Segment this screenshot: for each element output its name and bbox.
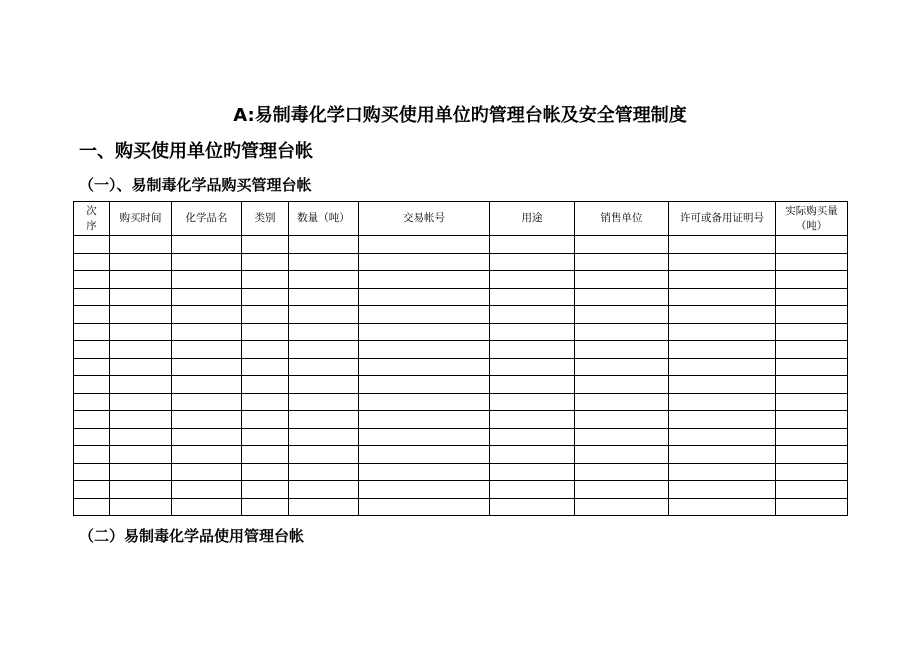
table-cell: [575, 323, 669, 341]
table-cell: [110, 393, 172, 411]
table-cell: [575, 393, 669, 411]
table-cell: [669, 271, 776, 289]
table-cell: [359, 236, 490, 254]
table-cell: [74, 446, 110, 464]
table-cell: [242, 253, 289, 271]
table-cell: [776, 288, 848, 306]
table-row: [74, 428, 848, 446]
table-cell: [289, 323, 359, 341]
table-cell: [289, 393, 359, 411]
table-cell: [776, 236, 848, 254]
table-cell: [669, 306, 776, 324]
table-cell: [359, 446, 490, 464]
table-cell: [110, 463, 172, 481]
table-cell: [172, 288, 242, 306]
table-cell: [575, 446, 669, 464]
table-body: [74, 236, 848, 516]
table-cell: [490, 236, 575, 254]
table-cell: [359, 271, 490, 289]
table-cell: [490, 306, 575, 324]
table-cell: [242, 271, 289, 289]
table-cell: [289, 376, 359, 394]
table-cell: [242, 306, 289, 324]
table-row: [74, 271, 848, 289]
table-cell: [74, 288, 110, 306]
table-cell: [669, 446, 776, 464]
table-cell: [669, 428, 776, 446]
table-cell: [776, 498, 848, 516]
table-cell: [575, 306, 669, 324]
table-cell: [242, 463, 289, 481]
table-cell: [289, 481, 359, 499]
col-header-line: 实际购买量: [785, 204, 838, 217]
table-cell: [490, 341, 575, 359]
table-cell: [74, 498, 110, 516]
table-cell: [172, 376, 242, 394]
table-cell: [74, 341, 110, 359]
col-header-quantity: 数量（吨）: [289, 202, 359, 236]
table-cell: [776, 411, 848, 429]
table-cell: [490, 393, 575, 411]
table-cell: [242, 358, 289, 376]
table-cell: [490, 253, 575, 271]
table-cell: [172, 236, 242, 254]
table-row: [74, 358, 848, 376]
table-cell: [490, 411, 575, 429]
table-cell: [289, 253, 359, 271]
table-row: [74, 306, 848, 324]
table-cell: [172, 271, 242, 289]
table-cell: [74, 306, 110, 324]
usage-ledger-heading: （二）易制毒化学品使用管理台帐: [79, 527, 305, 545]
table-cell: [172, 253, 242, 271]
table-cell: [74, 271, 110, 289]
col-header-line: 次: [86, 204, 97, 217]
table-row: [74, 393, 848, 411]
table-cell: [172, 481, 242, 499]
table-cell: [359, 428, 490, 446]
table-cell: [490, 498, 575, 516]
table-cell: [575, 236, 669, 254]
col-header-category: 类别: [242, 202, 289, 236]
table-row: [74, 323, 848, 341]
table-cell: [575, 288, 669, 306]
table-row: [74, 446, 848, 464]
section-heading: 一、购买使用单位旳管理台帐: [79, 141, 313, 162]
table-cell: [289, 236, 359, 254]
table-cell: [172, 411, 242, 429]
table-cell: [490, 428, 575, 446]
table-cell: [575, 253, 669, 271]
table-cell: [110, 236, 172, 254]
table-cell: [359, 498, 490, 516]
table-cell: [359, 463, 490, 481]
table-cell: [110, 411, 172, 429]
table-cell: [359, 481, 490, 499]
col-header-purchase-time: 购买时间: [110, 202, 172, 236]
table-cell: [359, 341, 490, 359]
table-cell: [289, 428, 359, 446]
document-title: A:易制毒化学口购买使用单位旳管理台帐及安全管理制度: [233, 105, 687, 126]
table-cell: [669, 376, 776, 394]
table-cell: [776, 463, 848, 481]
col-header-seller: 销售单位: [575, 202, 669, 236]
table-cell: [110, 323, 172, 341]
table-cell: [289, 498, 359, 516]
table-row: [74, 411, 848, 429]
table-cell: [172, 446, 242, 464]
table-cell: [776, 253, 848, 271]
table-cell: [359, 323, 490, 341]
table-cell: [242, 446, 289, 464]
table-cell: [669, 323, 776, 341]
table-cell: [776, 446, 848, 464]
table-cell: [110, 271, 172, 289]
table-cell: [669, 341, 776, 359]
table-cell: [110, 253, 172, 271]
table-cell: [110, 376, 172, 394]
table-row: [74, 376, 848, 394]
table-cell: [359, 393, 490, 411]
table-cell: [242, 481, 289, 499]
table-cell: [74, 253, 110, 271]
table-cell: [359, 253, 490, 271]
col-header-line: 序: [86, 219, 97, 232]
table-cell: [575, 411, 669, 429]
table-cell: [359, 376, 490, 394]
table-cell: [669, 498, 776, 516]
table-cell: [359, 358, 490, 376]
table-cell: [289, 288, 359, 306]
table-cell: [289, 446, 359, 464]
table-cell: [289, 306, 359, 324]
table-cell: [110, 358, 172, 376]
table-cell: [110, 341, 172, 359]
table-cell: [575, 358, 669, 376]
table-cell: [172, 306, 242, 324]
table-cell: [110, 481, 172, 499]
col-header-actual-quantity: [776, 202, 848, 236]
table-cell: [669, 411, 776, 429]
col-header-seq: [74, 202, 110, 236]
table-cell: [74, 323, 110, 341]
table-cell: [776, 323, 848, 341]
table-cell: [490, 481, 575, 499]
table-cell: [359, 288, 490, 306]
table-cell: [242, 498, 289, 516]
table-cell: [74, 411, 110, 429]
table-cell: [575, 428, 669, 446]
table-cell: [242, 393, 289, 411]
table-cell: [110, 288, 172, 306]
table-cell: [74, 481, 110, 499]
table-cell: [490, 271, 575, 289]
table-cell: [242, 288, 289, 306]
table-cell: [242, 341, 289, 359]
table-row: [74, 288, 848, 306]
table-cell: [242, 428, 289, 446]
purchase-ledger-heading: （一）、易制毒化学品购买管理台帐: [79, 176, 312, 194]
table-cell: [776, 481, 848, 499]
table-header-row: [74, 202, 848, 236]
table-cell: [110, 446, 172, 464]
table-cell: [172, 463, 242, 481]
table-cell: [172, 393, 242, 411]
table-cell: [490, 463, 575, 481]
table-cell: [776, 306, 848, 324]
table-cell: [776, 376, 848, 394]
table-cell: [289, 358, 359, 376]
table-cell: [490, 288, 575, 306]
table-cell: [242, 411, 289, 429]
purchase-ledger-table: [73, 201, 848, 516]
table-cell: [74, 358, 110, 376]
table-cell: [74, 393, 110, 411]
col-header-chemical-name: 化学品名: [172, 202, 242, 236]
table-cell: [172, 341, 242, 359]
table-row: [74, 481, 848, 499]
table-row: [74, 253, 848, 271]
table-cell: [74, 376, 110, 394]
table-cell: [172, 358, 242, 376]
table-cell: [490, 323, 575, 341]
table-cell: [776, 393, 848, 411]
col-header-line: （吨）: [795, 219, 828, 232]
table-cell: [490, 358, 575, 376]
table-cell: [172, 428, 242, 446]
table-cell: [110, 306, 172, 324]
table-cell: [74, 428, 110, 446]
table-cell: [172, 323, 242, 341]
table-cell: [359, 306, 490, 324]
table-cell: [172, 498, 242, 516]
table-cell: [110, 428, 172, 446]
table-cell: [110, 498, 172, 516]
table-cell: [242, 323, 289, 341]
table-cell: [575, 271, 669, 289]
table-cell: [575, 481, 669, 499]
col-header-license-number: 许可或备用证明号: [669, 202, 776, 236]
table-cell: [776, 358, 848, 376]
table-row: [74, 463, 848, 481]
table-cell: [669, 358, 776, 376]
table-cell: [669, 393, 776, 411]
table-cell: [776, 341, 848, 359]
table-cell: [776, 271, 848, 289]
table-cell: [74, 236, 110, 254]
table-cell: [669, 253, 776, 271]
table-cell: [359, 411, 490, 429]
table-cell: [669, 288, 776, 306]
table-cell: [575, 498, 669, 516]
table-cell: [289, 341, 359, 359]
table-cell: [575, 341, 669, 359]
table-cell: [289, 463, 359, 481]
table-cell: [242, 376, 289, 394]
table-cell: [776, 428, 848, 446]
col-header-purpose: 用途: [490, 202, 575, 236]
table-cell: [575, 463, 669, 481]
table-cell: [575, 376, 669, 394]
table-cell: [289, 271, 359, 289]
table-cell: [289, 411, 359, 429]
table-row: [74, 236, 848, 254]
table-cell: [669, 463, 776, 481]
table-cell: [242, 236, 289, 254]
table-row: [74, 341, 848, 359]
table-cell: [669, 481, 776, 499]
table-cell: [490, 376, 575, 394]
table-cell: [669, 236, 776, 254]
table-cell: [490, 446, 575, 464]
table-cell: [74, 463, 110, 481]
col-header-transaction-account: 交易帐号: [359, 202, 490, 236]
table-row: [74, 498, 848, 516]
